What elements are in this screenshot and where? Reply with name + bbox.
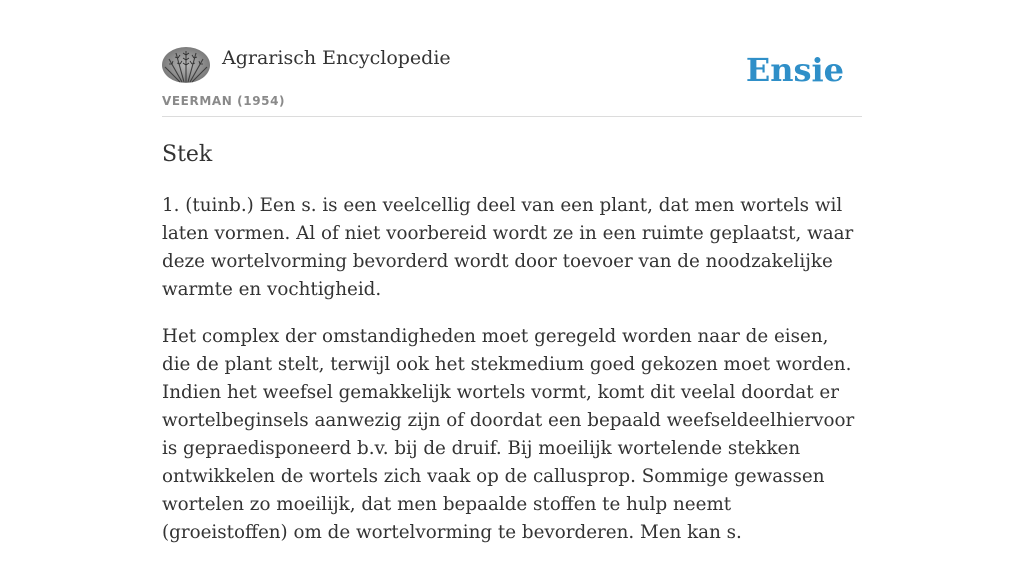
- book-title[interactable]: Agrarisch Encyclopedie: [222, 47, 451, 69]
- brand-logo[interactable]: Ensie: [745, 51, 844, 89]
- article-paragraph: 1. (tuinb.) Een s. is een veelcellig deel van een plant, dat men wortels wil laten vormen. Al of niet voorbereid wordt ze in een ruimte geplaatst, waar deze wortelvorming bevorderd wordt door toevoer van de noodzakelijke warmte en vochtigheid.: [162, 195, 854, 300]
- article-body: [162, 192, 862, 566]
- book-author: VEERMAN (1954): [162, 94, 286, 108]
- page-title: Stek: [162, 142, 213, 167]
- book-header: [162, 44, 862, 117]
- article-paragraph: Het complex der omstandigheden moet geregeld worden naar de eisen, die de plant stelt, terwijl ook het stekmedium goed gekozen moet worden. Indien het weefsel gemakkelijk wortels vormt, komt dit veelal doordat er wortelbeginsels aanwezig zijn of doordat een bepaald weefseldeelhiervoor is gepraedisponeerd b.v. bij de druif. Bij moeilijk wortelende stekken ontwikkelen de wortels zich vaak op de callusprop. Sommige gewassen wortelen zo moeilijk, dat men bepaalde stoffen te hulp neemt (groeistoffen) om de wortelvorming te bevorderen. Men kan s.: [162, 326, 855, 543]
- grain-ear-icon: [162, 47, 210, 83]
